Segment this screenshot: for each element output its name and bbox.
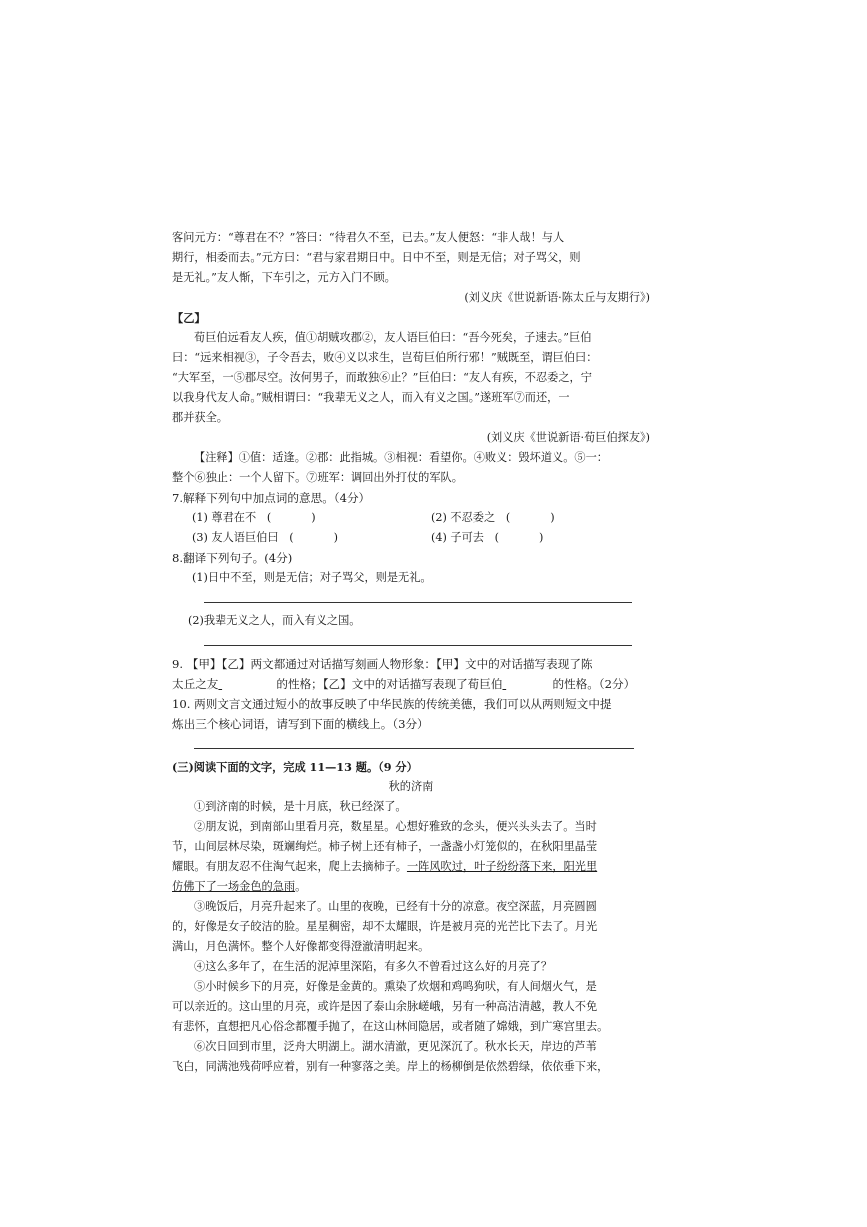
p3-line-1: ③晚饭后，月亮升起来了。山里的夜晚，已经有十分的凉意。夜空深蓝，月亮圆圆 bbox=[194, 900, 597, 913]
p5-line-2: 可以亲近的。这山里的月亮，或许是因了泰山余脉嵯峨，另有一种高洁清越，教人不免 bbox=[172, 1000, 598, 1013]
p1: ①到济南的时候，是十月底，秋已经深了。 bbox=[194, 800, 407, 813]
exam-page bbox=[172, 228, 650, 1077]
q10-line-1: 10. 两则文言文通过短小的故事反映了中华民族的传统美德，我们可以从两则短文中提 bbox=[172, 697, 612, 711]
notes-line-1: 【注释】①值：适逢。②郡：此指城。③相视：看望你。④败义：毁坏道义。⑤一： bbox=[194, 451, 608, 464]
p2-line-3: 耀眼。有朋友忍不住淘气起来，爬上去摘柿子。一阵风吹过，叶子纷纷落下来，阳光里 bbox=[172, 860, 598, 873]
q7-row-2: (3) 友人语巨伯曰 ( ) (4) 子可去 ( ) bbox=[192, 531, 544, 544]
q9-line-2: 太丘之友 的性格；【乙】文中的对话描写表现了荀巨伯 的性格。（2分） bbox=[172, 674, 650, 694]
jia-source: (刘义庆《世说新语·陈太丘与友期行》) bbox=[464, 291, 650, 304]
q8-sentence-2: (2)我辈无义之人，而入有义之国。 bbox=[188, 614, 361, 627]
q10-answer-line[interactable] bbox=[194, 738, 634, 749]
p4: ④这么多年了，在生活的泥淖里深陷，有多久不曾看过这么好的月亮了？ bbox=[194, 960, 553, 973]
yi-line-1: 荀巨伯远看友人疾，值①胡贼攻郡②，友人语巨伯曰：“吾今死矣，子速去。”巨伯 bbox=[194, 331, 592, 344]
jia-line-1: 客问元方：“尊君在不？”答曰：“待君久不至，已去。”友人便怒：“非人哉！与人 bbox=[172, 231, 565, 244]
p5-line-1: ⑤小时候乡下的月亮，好像是金黄的。熏染了炊烟和鸡鸣狗吠，有人间烟火气，是 bbox=[194, 980, 597, 993]
yi-line-3: “大军至，一⑤郡尽空。汝何男子，而敢独⑥止？”巨伯曰：“友人有疾，不忍委之，宁 bbox=[172, 371, 592, 384]
yi-line-2: 曰：“远来相视③，子令吾去，败④义以求生，岂荀巨伯所行邪！”贼既至，谓巨伯曰： bbox=[172, 351, 598, 364]
p3-line-3: 满山，月色满怀。整个人好像都变得澄澈清明起来。 bbox=[172, 940, 430, 953]
section3-heading: (三)阅读下面的文字，完成 11—13 题。（9 分） bbox=[172, 760, 418, 774]
q8-sentence-1: (1)日中不至，则是无信；对子骂父，则是无礼。 bbox=[192, 571, 432, 584]
q9-blank-2[interactable] bbox=[502, 674, 552, 694]
p2-underlined-1: 一阵风吹过，叶子纷纷落下来，阳光里 bbox=[406, 860, 598, 873]
q10-line-2: 炼出三个核心词语，请写到下面的横线上。（3分） bbox=[172, 717, 429, 731]
q7-row-1: (1) 尊君在不 ( ) (2) 不忍委之 ( ) bbox=[192, 511, 555, 524]
p3-line-2: 的，好像是女子皎洁的脸。星星稠密，却不太耀眼，许是被月亮的光芒比下去了。月光 bbox=[172, 920, 598, 933]
q7-stem: 7.解释下列句中加点词的意思。（4分） bbox=[172, 491, 371, 505]
yi-label: 【乙】 bbox=[172, 311, 206, 325]
jia-line-2: 期行，相委而去。”元方曰：“君与家君期日中。日中不至，则是无信；对子骂父，则 bbox=[172, 251, 581, 264]
q9-line-1: 9. 【甲】【乙】两文都通过对话描写刻画人物形象：【甲】文中的对话描写表现了陈 bbox=[172, 657, 593, 671]
yi-source: (刘义庆《世说新语·荀巨伯探友》) bbox=[486, 431, 650, 444]
yi-line-4: 以我身代友人命。”贼相谓曰：“我辈无义之人，而入有义之国。”遂班军⑦而还，一 bbox=[172, 391, 570, 404]
q7-item-3: (3) 友人语巨伯曰 bbox=[192, 531, 279, 544]
q8-answer-line-1[interactable] bbox=[204, 592, 632, 603]
jia-line-3: 是无礼。”友人惭，下车引之，元方入门不顾。 bbox=[172, 271, 396, 284]
p2-underlined-2: 仿佛下了一场金色的急雨 bbox=[172, 880, 296, 893]
notes-line-2: 整个⑥独止：一个人留下。⑦班军：调回出外打仗的军队。 bbox=[172, 471, 463, 484]
q8-stem: 8.翻译下列句子。(4分) bbox=[172, 551, 293, 565]
q7-item-4: (4) 子可去 bbox=[431, 531, 484, 544]
q9-blank-1[interactable] bbox=[218, 674, 276, 694]
p2-line-1: ②朋友说，到南部山里看月亮，数星星。心想好雅致的念头，便兴头头去了。当时 bbox=[194, 820, 597, 833]
yi-line-5: 郡并获全。 bbox=[172, 411, 228, 424]
q7-item-2: (2) 不忍委之 bbox=[431, 511, 496, 524]
passage-title: 秋的济南 bbox=[388, 780, 434, 793]
q8-answer-line-2[interactable] bbox=[204, 635, 632, 646]
p5-line-3: 有悲怀，直想把凡心俗念都覆手抛了，在这山林间隐居，或者随了嫦娥，到广寒宫里去。 bbox=[172, 1020, 609, 1033]
p6-line-2: 飞白，同满池残荷呼应着，别有一种寥落之美。岸上的杨柳倒是依然碧绿，依依垂下来， bbox=[172, 1060, 609, 1073]
q7-item-1: (1) 尊君在不 bbox=[192, 511, 257, 524]
p6-line-1: ⑥次日回到市里，泛舟大明湖上。湖水清澈，更见深沉了。秋水长天，岸边的芦苇 bbox=[194, 1040, 597, 1053]
p2-line-2: 节，山间层林尽染，斑斓绚烂。柿子树上还有柿子，一盏盏小灯笼似的，在秋阳里晶莹 bbox=[172, 840, 598, 853]
p2-line-4: 仿佛下了一场金色的急雨。 bbox=[172, 880, 307, 893]
